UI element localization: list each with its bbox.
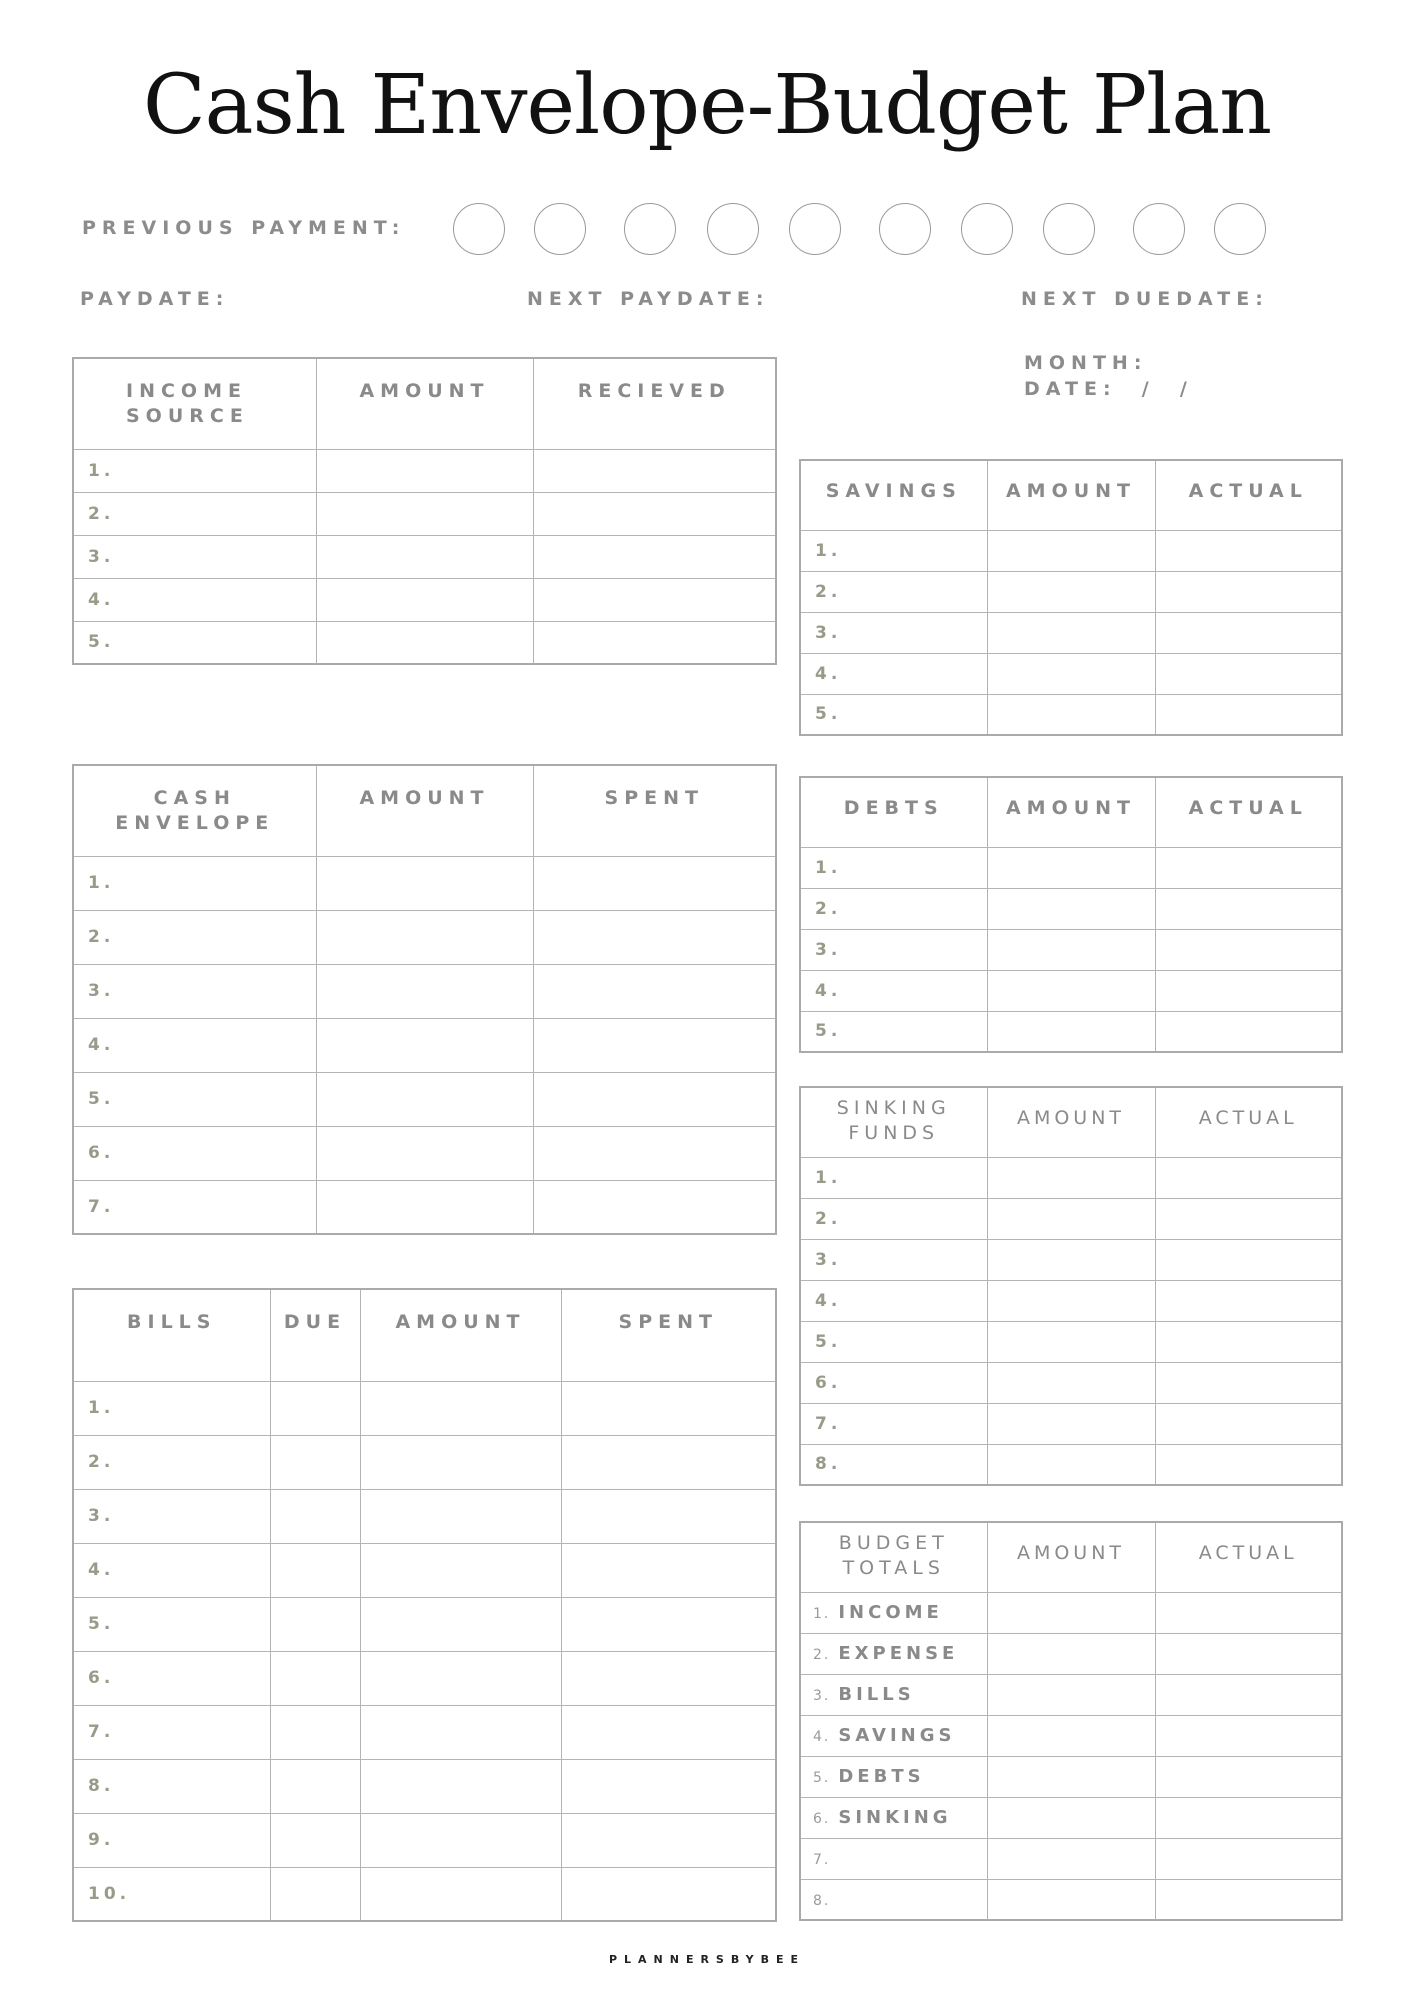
table-row	[73, 964, 776, 1018]
table-row	[800, 1756, 1342, 1797]
row-label: EXPENSE	[838, 1643, 959, 1664]
entry-cell[interactable]	[360, 1759, 561, 1813]
entry-cell[interactable]	[987, 1838, 1155, 1879]
row-label-cell[interactable]: 2.	[800, 571, 987, 612]
entry-cell[interactable]	[987, 1592, 1155, 1633]
table-row	[800, 1157, 1342, 1198]
row-number: 1.	[813, 1606, 831, 1622]
table-row	[73, 1018, 776, 1072]
entry-cell[interactable]	[270, 1489, 360, 1543]
entry-cell[interactable]	[987, 1239, 1155, 1280]
debts-table	[799, 776, 1343, 1053]
entry-cell[interactable]	[987, 1157, 1155, 1198]
cash-envelope-header: CASH ENVELOPE	[73, 765, 316, 856]
table-row	[800, 1239, 1342, 1280]
payment-circle[interactable]	[534, 203, 586, 255]
table-row	[73, 492, 776, 535]
entry-cell[interactable]	[1155, 1011, 1342, 1052]
row-label: BILLS	[838, 1684, 915, 1705]
entry-cell[interactable]	[1155, 1633, 1342, 1674]
entry-cell[interactable]	[561, 1759, 776, 1813]
row-label-cell[interactable]: 5.	[800, 694, 987, 735]
row-label-cell[interactable]	[800, 1797, 987, 1838]
table-row	[73, 1489, 776, 1543]
entry-cell[interactable]	[360, 1651, 561, 1705]
entry-cell[interactable]	[533, 1180, 776, 1234]
totals-actual-header: ACTUAL	[1155, 1522, 1342, 1592]
entry-cell[interactable]	[1155, 929, 1342, 970]
table-row	[800, 1011, 1342, 1052]
totals-amount-header: AMOUNT	[987, 1522, 1155, 1592]
entry-cell[interactable]	[1155, 1756, 1342, 1797]
entry-cell[interactable]	[316, 964, 533, 1018]
table-row	[800, 612, 1342, 653]
table-row	[73, 578, 776, 621]
table-row	[73, 1759, 776, 1813]
cash-envelope-table	[72, 764, 777, 1235]
entry-cell[interactable]	[270, 1651, 360, 1705]
table-row	[800, 530, 1342, 571]
budget-totals-header: BUDGET TOTALS	[800, 1522, 987, 1592]
entry-cell[interactable]	[987, 1280, 1155, 1321]
savings-table	[799, 459, 1343, 736]
entry-cell[interactable]	[270, 1435, 360, 1489]
entry-cell[interactable]	[987, 1362, 1155, 1403]
row-label-cell[interactable]: 10.	[73, 1867, 270, 1921]
row-label-cell[interactable]: 1.	[800, 530, 987, 571]
table-row	[800, 653, 1342, 694]
budget-totals-table	[799, 1521, 1343, 1921]
table-row	[800, 1633, 1342, 1674]
entry-cell[interactable]	[1155, 1674, 1342, 1715]
cash-amount-header: AMOUNT	[316, 765, 533, 856]
income-received-header: RECIEVED	[533, 358, 776, 449]
row-label-cell[interactable]: 6.	[73, 1126, 316, 1180]
entry-cell[interactable]	[270, 1705, 360, 1759]
payment-circle[interactable]	[961, 203, 1013, 255]
row-label: SINKING	[838, 1807, 952, 1828]
entry-cell[interactable]	[533, 449, 776, 492]
table-row	[73, 856, 776, 910]
entry-cell[interactable]	[987, 1633, 1155, 1674]
row-label-cell[interactable]: 5.	[73, 1072, 316, 1126]
row-label-cell[interactable]: 1.	[73, 449, 316, 492]
table-row	[800, 1715, 1342, 1756]
entry-cell[interactable]	[533, 910, 776, 964]
entry-cell[interactable]	[561, 1435, 776, 1489]
sinking-funds-header: SINKING FUNDS	[800, 1087, 987, 1157]
table-row	[800, 847, 1342, 888]
table-row	[73, 1597, 776, 1651]
table-row	[800, 1838, 1342, 1879]
table-row	[73, 449, 776, 492]
entry-cell[interactable]	[987, 1715, 1155, 1756]
paydate-label: PAYDATE:	[80, 288, 230, 310]
entry-cell[interactable]	[1155, 1403, 1342, 1444]
row-label-cell[interactable]: 3.	[800, 612, 987, 653]
table-row	[73, 1705, 776, 1759]
entry-cell[interactable]	[987, 1444, 1155, 1485]
row-label-cell[interactable]: 1.	[800, 847, 987, 888]
row-label-cell[interactable]: 2.	[73, 1435, 270, 1489]
entry-cell[interactable]	[987, 612, 1155, 653]
table-row	[73, 535, 776, 578]
row-number: 8.	[813, 1892, 831, 1909]
entry-cell[interactable]	[533, 535, 776, 578]
entry-cell[interactable]	[270, 1543, 360, 1597]
bills-due-header: DUE	[270, 1289, 360, 1381]
row-number: 3.	[813, 1688, 831, 1704]
row-label-cell[interactable]	[800, 1633, 987, 1674]
row-label-cell[interactable]: 5.	[800, 1321, 987, 1362]
date-label: DATE: / /	[1024, 378, 1193, 400]
row-label-cell[interactable]	[800, 1879, 987, 1920]
entry-cell[interactable]	[1155, 530, 1342, 571]
row-label: INCOME	[838, 1602, 943, 1623]
row-label-cell[interactable]: 2.	[73, 492, 316, 535]
entry-cell[interactable]	[987, 847, 1155, 888]
entry-cell[interactable]	[360, 1705, 561, 1759]
table-row	[73, 1180, 776, 1234]
payment-circle[interactable]	[624, 203, 676, 255]
table-row	[800, 571, 1342, 612]
table-row	[73, 1381, 776, 1435]
entry-cell[interactable]	[1155, 970, 1342, 1011]
entry-cell[interactable]	[316, 1126, 533, 1180]
bills-header: BILLS	[73, 1289, 270, 1381]
row-label-cell[interactable]: 4.	[800, 653, 987, 694]
entry-cell[interactable]	[1155, 847, 1342, 888]
table-row	[73, 1651, 776, 1705]
row-label-cell[interactable]: 1.	[73, 856, 316, 910]
entry-cell[interactable]	[987, 530, 1155, 571]
payment-circle[interactable]	[453, 203, 505, 255]
entry-cell[interactable]	[1155, 1797, 1342, 1838]
entry-cell[interactable]	[987, 970, 1155, 1011]
entry-cell[interactable]	[1155, 888, 1342, 929]
entry-cell[interactable]	[533, 578, 776, 621]
entry-cell[interactable]	[316, 910, 533, 964]
payment-circle[interactable]	[1214, 203, 1266, 255]
entry-cell[interactable]	[533, 964, 776, 1018]
entry-cell[interactable]	[270, 1597, 360, 1651]
row-label-cell[interactable]: 3.	[73, 1489, 270, 1543]
sinking-amount-header: AMOUNT	[987, 1087, 1155, 1157]
row-label-cell[interactable]: 3.	[73, 964, 316, 1018]
entry-cell[interactable]	[1155, 571, 1342, 612]
income-source-header: INCOME SOURCE	[73, 358, 316, 449]
page-title: Cash Envelope-Budget Plan	[142, 58, 1272, 153]
next-duedate-label: NEXT DUEDATE:	[1021, 288, 1269, 310]
entry-cell[interactable]	[987, 653, 1155, 694]
entry-cell[interactable]	[1155, 694, 1342, 735]
entry-cell[interactable]	[316, 535, 533, 578]
table-row	[73, 1813, 776, 1867]
table-row	[800, 694, 1342, 735]
row-label-cell[interactable]: 1.	[73, 1381, 270, 1435]
next-paydate-label: NEXT PAYDATE:	[527, 288, 770, 310]
table-row	[73, 621, 776, 664]
row-label-cell[interactable]: 3.	[73, 535, 316, 578]
entry-cell[interactable]	[1155, 1321, 1342, 1362]
bills-spent-header: SPENT	[561, 1289, 776, 1381]
entry-cell[interactable]	[1155, 612, 1342, 653]
table-row	[73, 1543, 776, 1597]
entry-cell[interactable]	[1155, 1715, 1342, 1756]
table-row	[800, 970, 1342, 1011]
table-row	[73, 1435, 776, 1489]
row-label-cell[interactable]	[800, 1592, 987, 1633]
entry-cell[interactable]	[533, 1126, 776, 1180]
entry-cell[interactable]	[987, 571, 1155, 612]
entry-cell[interactable]	[987, 1403, 1155, 1444]
table-row	[73, 1072, 776, 1126]
row-label-cell[interactable]: 4.	[73, 1018, 316, 1072]
row-label-cell[interactable]: 9.	[73, 1813, 270, 1867]
table-row	[800, 1879, 1342, 1920]
row-label-cell[interactable]: 3.	[800, 929, 987, 970]
row-number: 6.	[813, 1811, 831, 1827]
row-label-cell[interactable]: 5.	[73, 621, 316, 664]
entry-cell[interactable]	[316, 621, 533, 664]
entry-cell[interactable]	[987, 1011, 1155, 1052]
row-label-cell[interactable]: 4.	[73, 1543, 270, 1597]
entry-cell[interactable]	[533, 621, 776, 664]
cash-spent-header: SPENT	[533, 765, 776, 856]
entry-cell[interactable]	[987, 1198, 1155, 1239]
row-number: 5.	[813, 1770, 831, 1786]
entry-cell[interactable]	[561, 1597, 776, 1651]
payment-circle[interactable]	[1133, 203, 1185, 255]
row-label-cell[interactable]: 6.	[73, 1651, 270, 1705]
savings-header: SAVINGS	[800, 460, 987, 530]
row-label-cell[interactable]: 7.	[73, 1705, 270, 1759]
table-row	[800, 1403, 1342, 1444]
entry-cell[interactable]	[316, 1180, 533, 1234]
row-label-cell[interactable]: 4.	[800, 1280, 987, 1321]
sinking-actual-header: ACTUAL	[1155, 1087, 1342, 1157]
entry-cell[interactable]	[316, 856, 533, 910]
entry-cell[interactable]	[316, 449, 533, 492]
row-label-cell[interactable]: 6.	[800, 1362, 987, 1403]
table-row	[800, 1674, 1342, 1715]
table-row	[800, 1592, 1342, 1633]
row-label-cell[interactable]: 4.	[73, 578, 316, 621]
row-label-cell[interactable]: 5.	[800, 1011, 987, 1052]
entry-cell[interactable]	[1155, 1157, 1342, 1198]
entry-cell[interactable]	[987, 1797, 1155, 1838]
entry-cell[interactable]	[270, 1381, 360, 1435]
row-label-cell[interactable]	[800, 1838, 987, 1879]
entry-cell[interactable]	[360, 1867, 561, 1921]
entry-cell[interactable]	[270, 1867, 360, 1921]
row-label-cell[interactable]	[800, 1715, 987, 1756]
table-row	[800, 1198, 1342, 1239]
entry-cell[interactable]	[561, 1867, 776, 1921]
payment-circle[interactable]	[879, 203, 931, 255]
entry-cell[interactable]	[561, 1381, 776, 1435]
row-label-cell[interactable]	[800, 1674, 987, 1715]
row-label-cell[interactable]: 4.	[800, 970, 987, 1011]
entry-cell[interactable]	[360, 1813, 561, 1867]
entry-cell[interactable]	[987, 1321, 1155, 1362]
bills-table	[72, 1288, 777, 1922]
entry-cell[interactable]	[533, 1072, 776, 1126]
debts-amount-header: AMOUNT	[987, 777, 1155, 847]
row-label: SAVINGS	[838, 1725, 956, 1746]
debts-header: DEBTS	[800, 777, 987, 847]
entry-cell[interactable]	[360, 1381, 561, 1435]
income-table	[72, 357, 777, 665]
entry-cell[interactable]	[1155, 1239, 1342, 1280]
entry-cell[interactable]	[1155, 1198, 1342, 1239]
payment-circle[interactable]	[1043, 203, 1095, 255]
previous-payment-label: PREVIOUS PAYMENT:	[82, 217, 406, 239]
entry-cell[interactable]	[360, 1435, 561, 1489]
entry-cell[interactable]	[561, 1543, 776, 1597]
row-number: 7.	[813, 1852, 831, 1868]
entry-cell[interactable]	[561, 1651, 776, 1705]
entry-cell[interactable]	[360, 1597, 561, 1651]
entry-cell[interactable]	[316, 578, 533, 621]
row-label-cell[interactable]: 2.	[73, 910, 316, 964]
entry-cell[interactable]	[316, 492, 533, 535]
entry-cell[interactable]	[561, 1813, 776, 1867]
entry-cell[interactable]	[987, 694, 1155, 735]
entry-cell[interactable]	[1155, 1280, 1342, 1321]
row-label-cell[interactable]: 5.	[73, 1597, 270, 1651]
entry-cell[interactable]	[987, 1756, 1155, 1797]
table-row	[800, 1362, 1342, 1403]
row-number: 4.	[813, 1729, 831, 1745]
table-row	[800, 1321, 1342, 1362]
savings-amount-header: AMOUNT	[987, 460, 1155, 530]
entry-cell[interactable]	[1155, 653, 1342, 694]
entry-cell[interactable]	[561, 1705, 776, 1759]
entry-cell[interactable]	[316, 1072, 533, 1126]
entry-cell[interactable]	[270, 1759, 360, 1813]
entry-cell[interactable]	[987, 888, 1155, 929]
entry-cell[interactable]	[533, 1018, 776, 1072]
footer-brand: PLANNERSBYBEE	[608, 1953, 806, 1966]
entry-cell[interactable]	[270, 1813, 360, 1867]
payment-circle[interactable]	[789, 203, 841, 255]
table-row	[800, 1797, 1342, 1838]
table-row	[800, 1280, 1342, 1321]
row-label-cell[interactable]: 7.	[800, 1403, 987, 1444]
table-row	[73, 910, 776, 964]
table-row	[73, 1867, 776, 1921]
entry-cell[interactable]	[316, 1018, 533, 1072]
table-row	[800, 888, 1342, 929]
debts-actual-header: ACTUAL	[1155, 777, 1342, 847]
entry-cell[interactable]	[987, 1674, 1155, 1715]
savings-actual-header: ACTUAL	[1155, 460, 1342, 530]
row-label-cell[interactable]: 3.	[800, 1239, 987, 1280]
table-row	[800, 929, 1342, 970]
row-label-cell[interactable]: 2.	[800, 1198, 987, 1239]
bills-amount-header: AMOUNT	[360, 1289, 561, 1381]
entry-cell[interactable]	[533, 492, 776, 535]
entry-cell[interactable]	[360, 1543, 561, 1597]
row-label-cell[interactable]: 8.	[73, 1759, 270, 1813]
entry-cell[interactable]	[1155, 1362, 1342, 1403]
row-label-cell[interactable]: 2.	[800, 888, 987, 929]
table-row	[800, 1444, 1342, 1485]
row-label-cell[interactable]: 7.	[73, 1180, 316, 1234]
sinking-funds-table	[799, 1086, 1343, 1486]
row-label-cell[interactable]: 8.	[800, 1444, 987, 1485]
entry-cell[interactable]	[533, 856, 776, 910]
payment-circle[interactable]	[707, 203, 759, 255]
entry-cell[interactable]	[1155, 1879, 1342, 1920]
entry-cell[interactable]	[987, 1879, 1155, 1920]
row-label-cell[interactable]: 1.	[800, 1157, 987, 1198]
entry-cell[interactable]	[1155, 1838, 1342, 1879]
income-amount-header: AMOUNT	[316, 358, 533, 449]
row-label: DEBTS	[838, 1766, 925, 1787]
month-label: MONTH:	[1024, 352, 1148, 374]
row-number: 2.	[813, 1647, 831, 1663]
entry-cell[interactable]	[987, 929, 1155, 970]
entry-cell[interactable]	[1155, 1592, 1342, 1633]
row-label-cell[interactable]	[800, 1756, 987, 1797]
entry-cell[interactable]	[360, 1489, 561, 1543]
entry-cell[interactable]	[1155, 1444, 1342, 1485]
table-row	[73, 1126, 776, 1180]
entry-cell[interactable]	[561, 1489, 776, 1543]
